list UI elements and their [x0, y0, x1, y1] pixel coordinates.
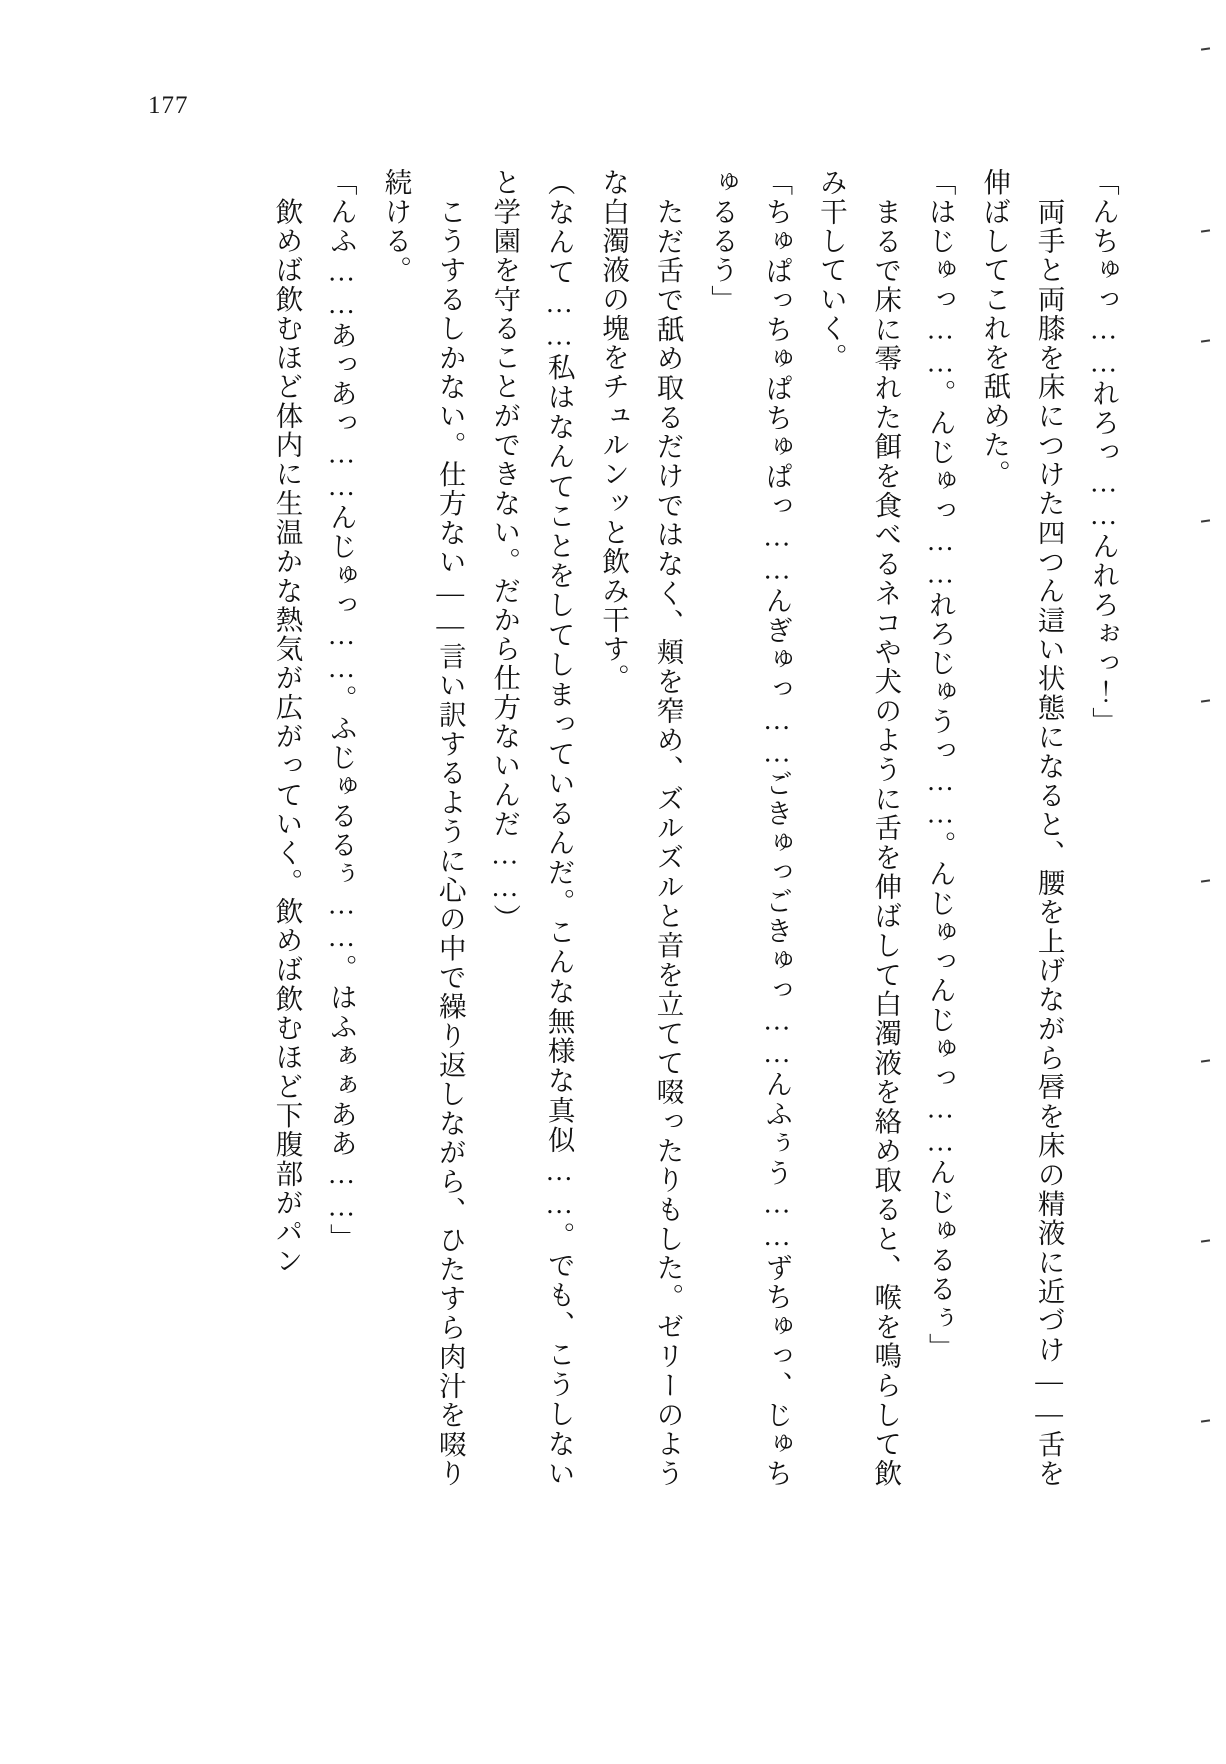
edge-mark	[1201, 1239, 1210, 1242]
paragraph: 「はじゅっ……。んじゅっ……れろじゅうっ……。んじゅっんじゅっ……んじゅるるぅ」	[924, 168, 956, 1362]
paragraph: 「んふ……あっあっ……んじゅっ……。ふじゅるるぅ……。はふぁぁああ……」	[325, 168, 357, 1253]
page-left-edge	[0, 0, 2, 1764]
edge-mark	[1201, 1059, 1210, 1062]
page-body-text	[250, 168, 1130, 1488]
paragraph: まるで床に零れた餌を食べるネコや犬のように舌を伸ばして白濁液を絡め取ると、喉を鳴らして飲み干していく。	[815, 168, 902, 1488]
edge-mark	[1201, 47, 1210, 50]
paragraph: 両手と両膝を床につけた四つん這い状態になると、腰を上げながら唇を床の精液に近づけ――舌を伸ばしてこれを舐めた。	[979, 168, 1065, 1488]
edge-mark	[1201, 699, 1210, 702]
paragraph: こうするしかない。仕方ない――言い訳するように心の中で繰り返しながら、ひたすら肉汁を啜り続ける。	[380, 168, 466, 1488]
page-number: 177	[148, 92, 189, 119]
edge-mark	[1201, 339, 1210, 342]
paragraph: ただ舌で舐め取るだけではなく、頬を窄め、ズルズルと音を立てて啜ったりもした。ゼリーのような白濁液の塊をチュルンッと飲み干す。	[598, 168, 684, 1488]
edge-mark	[1201, 1419, 1210, 1422]
paragraph: 「んちゅっ……れろっ……んれろぉっ！」	[1088, 168, 1119, 736]
paragraph: （なんて……私はなんてことをしてしまっているんだ。こんな無様な真似……。でも、こうしないと学園を守ることができない。だから仕方ないんだ……）	[489, 168, 575, 1488]
paragraph: 「ちゅぱっちゅぱちゅぱっ……んぎゅっ……ごきゅっごきゅっ……んふぅう……ずちゅっ、じゅちゅるるう」	[706, 168, 793, 1488]
edge-mark	[1201, 879, 1210, 882]
page-edge-marks	[1192, 0, 1214, 1764]
paragraph: 飲めば飲むほど体内に生温かな熱気が広がっていく。飲めば飲むほど下腹部がパン	[271, 168, 303, 1276]
edge-mark	[1201, 229, 1210, 232]
edge-mark	[1201, 519, 1210, 522]
